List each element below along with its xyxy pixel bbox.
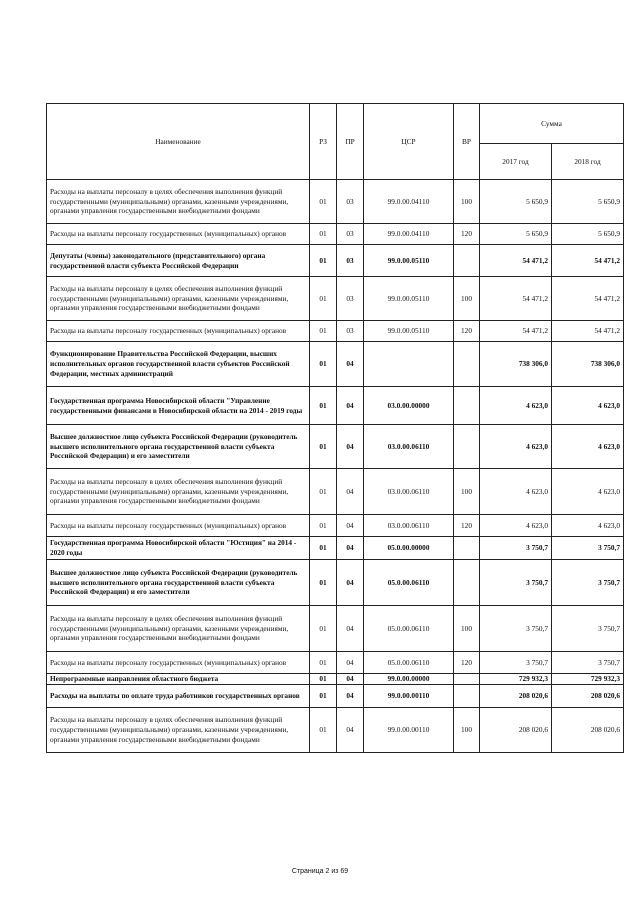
table-row (47, 674, 624, 685)
cell-pr: 04 (337, 606, 364, 652)
cell-csr: 05.0.00.06110 (364, 652, 454, 674)
table-row (47, 606, 624, 652)
cell-name: Расходы на выплаты по оплате труда работников государственных органов (47, 685, 310, 708)
table-row (47, 515, 624, 537)
cell-rz: 01 (310, 425, 337, 469)
cell-rz: 01 (310, 342, 337, 387)
cell-2018: 3 750,7 (552, 560, 624, 606)
cell-name: Государственная программа Новосибирской области "Юстиция" на 2014 - 2020 годы (47, 537, 310, 560)
cell-2017: 5 650,9 (480, 180, 552, 224)
cell-pr: 04 (337, 387, 364, 425)
cell-name: Расходы на выплаты персоналу в целях обеспечения выполнения функций государственными (муниципальными) органами, казенными учреждениями, органами управления государственными внебюджетными фондами (47, 606, 310, 652)
cell-name: Расходы на выплаты персоналу в целях обеспечения выполнения функций государственными (муниципальными) органами, казенными учреждениями, органами управления государственными внебюджетными фондами (47, 180, 310, 224)
cell-csr: 05.0.00.00000 (364, 537, 454, 560)
cell-rz: 01 (310, 685, 337, 708)
cell-2017: 5 650,9 (480, 224, 552, 245)
cell-vr: 100 (454, 708, 480, 753)
cell-vr: 120 (454, 224, 480, 245)
page-number: Страница 2 из 69 (291, 868, 349, 875)
col-header-pr: ПР (337, 104, 364, 180)
cell-rz: 01 (310, 180, 337, 224)
col-header-rz: РЗ (310, 104, 337, 180)
cell-csr: 03.0.00.06110 (364, 515, 454, 537)
cell-rz: 01 (310, 606, 337, 652)
cell-vr: 100 (454, 180, 480, 224)
cell-rz: 01 (310, 224, 337, 245)
cell-vr (454, 560, 480, 606)
cell-rz: 01 (310, 515, 337, 537)
col-header-csr: ЦСР (364, 104, 454, 180)
cell-2017: 738 306,0 (480, 342, 552, 387)
cell-name: Депутаты (члены) законодательного (представительного) органа государственной власти субъекта Российской Федерации (47, 245, 310, 277)
cell-name: Функционирование Правительства Российской Федерации, высших исполнительных органов государственной власти субъектов Российской Федерации, местных администраций (47, 342, 310, 387)
cell-2018: 3 750,7 (552, 606, 624, 652)
cell-2018: 4 623,0 (552, 387, 624, 425)
col-header-vr: ВР (454, 104, 480, 180)
cell-pr: 04 (337, 674, 364, 685)
cell-csr: 99.0.00.05110 (364, 321, 454, 342)
cell-vr (454, 537, 480, 560)
cell-2018: 729 932,3 (552, 674, 624, 685)
cell-rz: 01 (310, 537, 337, 560)
cell-2018: 54 471,2 (552, 245, 624, 277)
col-header-2017: 2017 год (480, 144, 552, 180)
cell-name: Непрограммные направления областного бюджета (47, 674, 310, 685)
cell-2018: 4 623,0 (552, 515, 624, 537)
table-row (47, 321, 624, 342)
cell-vr: 100 (454, 469, 480, 515)
cell-vr (454, 387, 480, 425)
cell-pr: 04 (337, 425, 364, 469)
cell-name: Расходы на выплаты персоналу государственных (муниципальных) органов (47, 515, 310, 537)
table-row (47, 387, 624, 425)
cell-pr: 04 (337, 560, 364, 606)
table-row (47, 180, 624, 224)
table-row (47, 537, 624, 560)
cell-vr (454, 674, 480, 685)
cell-pr: 04 (337, 685, 364, 708)
cell-pr: 03 (337, 245, 364, 277)
cell-2017: 54 471,2 (480, 321, 552, 342)
cell-rz: 01 (310, 245, 337, 277)
cell-rz: 01 (310, 277, 337, 321)
cell-pr: 03 (337, 224, 364, 245)
cell-2017: 3 750,7 (480, 537, 552, 560)
cell-pr: 04 (337, 652, 364, 674)
cell-2018: 3 750,7 (552, 652, 624, 674)
cell-vr (454, 342, 480, 387)
cell-csr: 03.0.00.00000 (364, 387, 454, 425)
cell-csr: 99.0.00.05110 (364, 245, 454, 277)
table-row (47, 342, 624, 387)
cell-pr: 04 (337, 537, 364, 560)
cell-csr: 05.0.00.06110 (364, 606, 454, 652)
cell-csr: 03.0.00.06110 (364, 469, 454, 515)
cell-2017: 729 932,3 (480, 674, 552, 685)
cell-pr: 04 (337, 708, 364, 753)
cell-csr: 05.0.00.06110 (364, 560, 454, 606)
cell-2018: 4 623,0 (552, 469, 624, 515)
cell-2018: 5 650,9 (552, 180, 624, 224)
cell-csr: 99.0.00.05110 (364, 277, 454, 321)
table-row (47, 652, 624, 674)
cell-rz: 01 (310, 652, 337, 674)
cell-2017: 4 623,0 (480, 515, 552, 537)
cell-vr: 100 (454, 606, 480, 652)
cell-rz: 01 (310, 708, 337, 753)
cell-2018: 5 650,9 (552, 224, 624, 245)
cell-pr: 04 (337, 469, 364, 515)
cell-csr: 99.0.00.04110 (364, 180, 454, 224)
cell-vr (454, 245, 480, 277)
table-row (47, 277, 624, 321)
cell-pr: 04 (337, 515, 364, 537)
cell-csr: 99.0.00.00110 (364, 685, 454, 708)
table-row (47, 245, 624, 277)
table-row (47, 560, 624, 606)
cell-2017: 4 623,0 (480, 387, 552, 425)
cell-2017: 54 471,2 (480, 245, 552, 277)
cell-2017: 4 623,0 (480, 425, 552, 469)
cell-pr: 03 (337, 180, 364, 224)
cell-vr: 120 (454, 321, 480, 342)
cell-name: Расходы на выплаты персоналу государственных (муниципальных) органов (47, 224, 310, 245)
cell-vr: 100 (454, 277, 480, 321)
table-row (47, 685, 624, 708)
cell-2018: 208 020,6 (552, 685, 624, 708)
cell-vr (454, 425, 480, 469)
cell-2017: 3 750,7 (480, 560, 552, 606)
table-row (47, 708, 624, 753)
cell-2018: 3 750,7 (552, 537, 624, 560)
cell-2017: 3 750,7 (480, 652, 552, 674)
cell-2018: 54 471,2 (552, 321, 624, 342)
cell-2018: 4 623,0 (552, 425, 624, 469)
cell-name: Высшее должностное лицо субъекта Российской Федерации (руководитель высшего исполнительного органа государственной власти субъекта Российской Федерации) и его заместители (47, 560, 310, 606)
cell-name: Расходы на выплаты персоналу в целях обеспечения выполнения функций государственными (муниципальными) органами, казенными учреждениями, органами управления государственными внебюджетными фондами (47, 708, 310, 753)
cell-2018: 208 020,6 (552, 708, 624, 753)
cell-rz: 01 (310, 560, 337, 606)
cell-2017: 208 020,6 (480, 685, 552, 708)
cell-rz: 01 (310, 387, 337, 425)
cell-csr: 99.0.00.00000 (364, 674, 454, 685)
cell-name: Государственная программа Новосибирской области "Управление государственными финансами в Новосибирской области на 2014 - 2019 годы (47, 387, 310, 425)
cell-pr: 03 (337, 321, 364, 342)
cell-name: Расходы на выплаты персоналу государственных (муниципальных) органов (47, 321, 310, 342)
cell-rz: 01 (310, 469, 337, 515)
cell-2017: 208 020,6 (480, 708, 552, 753)
cell-rz: 01 (310, 321, 337, 342)
cell-name: Расходы на выплаты персоналу в целях обеспечения выполнения функций государственными (муниципальными) органами, казенными учреждениями, органами управления государственными внебюджетными фондами (47, 469, 310, 515)
col-header-sum: Сумма (480, 104, 624, 144)
cell-2017: 4 623,0 (480, 469, 552, 515)
table-row (47, 224, 624, 245)
cell-rz: 01 (310, 674, 337, 685)
cell-name: Расходы на выплаты персоналу государственных (муниципальных) органов (47, 652, 310, 674)
cell-pr: 04 (337, 342, 364, 387)
table-row (47, 425, 624, 469)
cell-csr: 99.0.00.00110 (364, 708, 454, 753)
cell-2017: 54 471,2 (480, 277, 552, 321)
cell-2017: 3 750,7 (480, 606, 552, 652)
cell-vr: 120 (454, 652, 480, 674)
cell-2018: 54 471,2 (552, 277, 624, 321)
cell-csr: 99.0.00.04110 (364, 224, 454, 245)
cell-name: Расходы на выплаты персоналу в целях обеспечения выполнения функций государственными (муниципальными) органами, казенными учреждениями, органами управления государственными внебюджетными фондами (47, 277, 310, 321)
cell-csr: 03.0.00.06110 (364, 425, 454, 469)
cell-vr: 120 (454, 515, 480, 537)
cell-name: Высшее должностное лицо субъекта Российской Федерации (руководитель высшего исполнительного органа государственной власти субъекта Российской Федерации) и его заместители (47, 425, 310, 469)
budget-table (46, 103, 624, 753)
col-header-name: Наименование (47, 104, 310, 180)
cell-2018: 738 306,0 (552, 342, 624, 387)
cell-pr: 03 (337, 277, 364, 321)
table-row (47, 469, 624, 515)
col-header-2018: 2018 год (552, 144, 624, 180)
cell-vr (454, 685, 480, 708)
cell-csr (364, 342, 454, 387)
